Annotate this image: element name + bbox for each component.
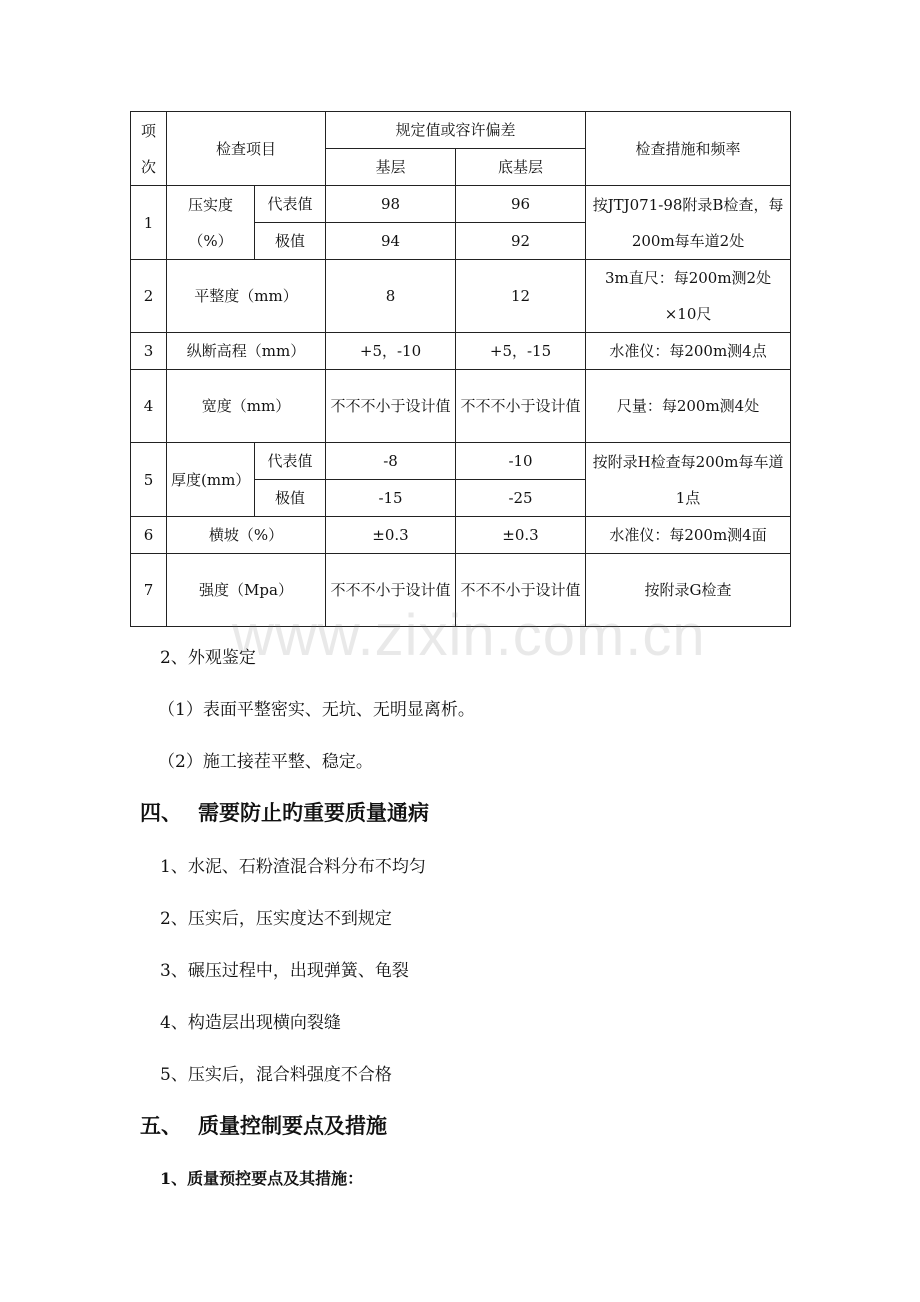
row5-base2: -15 bbox=[326, 480, 456, 517]
row5-subbase1: -10 bbox=[456, 443, 586, 480]
row5-subbase2: -25 bbox=[456, 480, 586, 517]
row7-no: 7 bbox=[131, 554, 167, 627]
section-5-heading bbox=[140, 1110, 387, 1140]
row4-subbase: 不不不小于设计值 bbox=[456, 370, 586, 443]
section-4-number: 四、 bbox=[140, 800, 182, 825]
row1-no: 1 bbox=[131, 186, 167, 260]
watermark: www.zixin.com.cn bbox=[232, 603, 706, 668]
appearance-item-2: （2）施工接茬平整、稳定。 bbox=[158, 752, 373, 772]
row5-sub1: 代表值 bbox=[255, 443, 326, 480]
row5-sub2: 极值 bbox=[255, 480, 326, 517]
inspection-table bbox=[130, 111, 791, 627]
issue-5: 5、压实后，混合料强度不合格 bbox=[160, 1065, 392, 1085]
row1-item: 压实度（%） bbox=[167, 186, 255, 260]
row1-method: 按JTJ071-98附录B检查，每200m每车道2处 bbox=[586, 186, 791, 260]
row1-base1: 98 bbox=[326, 186, 456, 223]
row1-base2: 94 bbox=[326, 223, 456, 260]
row6-method: 水准仪：每200m测4面 bbox=[586, 517, 791, 554]
row2-subbase: 12 bbox=[456, 260, 586, 333]
row4-item: 宽度（mm） bbox=[167, 370, 326, 443]
row6-base: ±0.3 bbox=[326, 517, 456, 554]
row3-base: +5，-10 bbox=[326, 333, 456, 370]
row1-subbase1: 96 bbox=[456, 186, 586, 223]
section-4-title: 需要防止旳重要质量通病 bbox=[198, 800, 429, 825]
row5-base1: -8 bbox=[326, 443, 456, 480]
row7-item: 强度（Mpa） bbox=[167, 554, 326, 627]
row2-item: 平整度（mm） bbox=[167, 260, 326, 333]
row6-item: 横坡（%） bbox=[167, 517, 326, 554]
row3-no: 3 bbox=[131, 333, 167, 370]
row7-base: 不不不小于设计值 bbox=[326, 554, 456, 627]
row2-no: 2 bbox=[131, 260, 167, 333]
row4-method: 尺量：每200m测4处 bbox=[586, 370, 791, 443]
issue-2: 2、压实后，压实度达不到规定 bbox=[160, 909, 392, 929]
issue-1: 1、水泥、石粉渣混合料分布不均匀 bbox=[160, 857, 426, 877]
row1-subbase2: 92 bbox=[456, 223, 586, 260]
section-5-number: 五、 bbox=[140, 1113, 182, 1138]
issue-4: 4、构造层出现横向裂缝 bbox=[160, 1013, 341, 1033]
row7-subbase: 不不不小于设计值 bbox=[456, 554, 586, 627]
row3-subbase: +5，-15 bbox=[456, 333, 586, 370]
appearance-item-1: （1）表面平整密实、无坑、无明显离析。 bbox=[158, 700, 475, 720]
row4-no: 4 bbox=[131, 370, 167, 443]
row4-base: 不不不小于设计值 bbox=[326, 370, 456, 443]
row5-item: 厚度(mm） bbox=[167, 443, 255, 517]
row7-method: 按附录G检查 bbox=[586, 554, 791, 627]
row3-item: 纵断高程（mm） bbox=[167, 333, 326, 370]
header-base: 基层 bbox=[326, 149, 456, 186]
header-item: 检查项目 bbox=[167, 112, 326, 186]
header-spec: 规定值或容许偏差 bbox=[326, 112, 586, 149]
header-method: 检查措施和频率 bbox=[586, 112, 791, 186]
row2-method: 3m直尺：每200m测2处×10尺 bbox=[586, 260, 791, 333]
issue-3: 3、碾压过程中，出现弹簧、龟裂 bbox=[160, 961, 409, 981]
row2-base: 8 bbox=[326, 260, 456, 333]
row1-sub1: 代表值 bbox=[255, 186, 326, 223]
section-4-heading bbox=[140, 797, 429, 827]
appearance-title: 2、外观鉴定 bbox=[160, 648, 256, 668]
row5-no: 5 bbox=[131, 443, 167, 517]
sub-heading-1: 1、质量预控要点及其措施： bbox=[160, 1169, 364, 1188]
row6-subbase: ±0.3 bbox=[456, 517, 586, 554]
header-no: 项次 bbox=[131, 112, 167, 186]
row6-no: 6 bbox=[131, 517, 167, 554]
row3-method: 水准仪：每200m测4点 bbox=[586, 333, 791, 370]
section-5-title: 质量控制要点及措施 bbox=[198, 1113, 387, 1138]
row1-sub2: 极值 bbox=[255, 223, 326, 260]
row5-method: 按附录H检查每200m每车道1点 bbox=[586, 443, 791, 517]
header-subbase: 底基层 bbox=[456, 149, 586, 186]
